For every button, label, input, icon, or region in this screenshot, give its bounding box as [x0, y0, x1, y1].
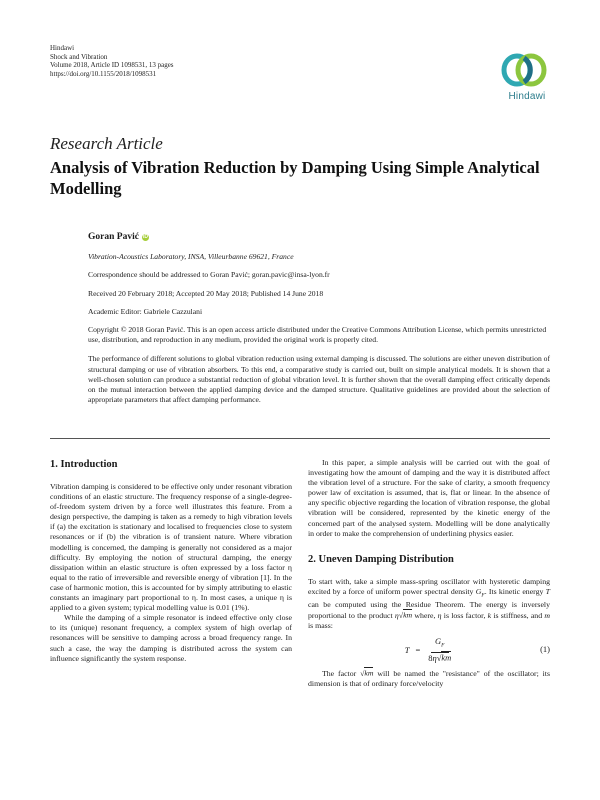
doi-link[interactable]: https://doi.org/10.1155/2018/1098531: [50, 69, 157, 78]
author-line: [88, 232, 550, 242]
left-column: [50, 458, 292, 664]
article-type: Research Article: [50, 134, 163, 153]
right-column: [308, 458, 550, 689]
orcid-icon[interactable]: iD: [142, 233, 148, 240]
academic-editor: Academic Editor: Gabriele Cazzulani: [88, 306, 203, 316]
paragraph: The factor √km will be named the "resistance" of the oscillator; its dimension is that of ordinary force/velocity: [308, 668, 550, 688]
section-divider: [50, 438, 550, 439]
paragraph: Vibration damping is considered to be effective only under resonant vibration conditions of an elastic structure. The frequency response of a single-degree-of-freedom system driven by a force well illustrates this feature. From a design perspective, the damping is taken as a remedy to high vibration levels if (a) the excitation is stationary and localised to frequencies close to system resonances or if (b) the vibration is of transient nature. Where vibration modelling is concerned, the damping is generally not considered as a major difficulty. By employing the notion of structural damping, the energy dissipation within an elastic structure is often expressed by a loss factor η equal to the ratio of irreversible and reversible energy of vibration [1]. In the case of harmonic motion, this is accounted for by simply attributing to elastic constants an imaginary part proportional to η. In most cases, a unique η is applied to a given system; typical modelling value is 0.01 (1%).: [50, 482, 292, 613]
section-heading-uneven-damping: 2. Uneven Damping Distribution: [308, 553, 454, 565]
journal-metadata: [50, 44, 174, 78]
paragraph: In this paper, a simple analysis will be carried out with the goal of investigating how the amount of damping and the way it is distributed affect the vibration level of a structure. For the sake of clarity, a smooth frequency power law of excitation is assumed, that is, flat or linear. In the absence of any specific objective regarding the location of vibration response, the global vibration will be considered, represented by the kinetic energy of the concerned part of the analysed system. Modelling will be done analytically in order to make the comprehension of underlining physics easier.: [308, 458, 550, 538]
equation-1: T = $\frac{G_F}{8\eta√km}$ (1): [404, 635, 550, 663]
journal-name: Shock and Vibration: [50, 52, 108, 61]
abstract: The performance of different solutions to global vibration reduction using external damping is discussed. The solutions are either uneven distribution of structural damping or use of vibration absorbers. To this end, a comparative study is carried out, built on simple analytical models. It is shown that a well-chosen solution can produce a substantial reduction of global vibration level. It is further shown that the overall damping effect critically depends on the mutual interaction between the applied damping device and the damped structure. Qualitative guidelines are provided about the selection of appropriate parameters that affect damping performance.: [88, 354, 550, 405]
correspondence: Correspondence should be addressed to Goran Pavić; goran.pavic@insa-lyon.fr: [88, 270, 330, 280]
copyright-notice: Copyright © 2018 Goran Pavić. This is an open access article distributed under the Creative Commons Attribution License, which permits unrestricted use, distribution, and reproduction in any medium, provided the original work is properly cited.: [88, 325, 547, 345]
front-matter: [88, 232, 550, 405]
publication-dates: Received 20 February 2018; Accepted 20 May 2018; Published 14 June 2018: [88, 288, 324, 298]
paragraph: To start with, take a simple mass-spring oscillator with hysteretic damping excited by a force of uniform power spectral density $G_F$. Its kinetic energy T can be computed using the Residue Theorem. The energy is inversely proportional to the product η√km where, η is loss factor, k is stiffness, and m is mass:: [308, 576, 550, 630]
hindawi-logo-text: Hindawi: [508, 91, 546, 102]
equation-number: (1): [540, 643, 550, 654]
volume-line: Volume 2018, Article ID 1098531, 13 pages: [50, 61, 174, 70]
publisher-name: Hindawi: [50, 44, 75, 52]
author-name[interactable]: Goran Pavić: [88, 232, 139, 242]
article-title: Analysis of Vibration Reduction by Damping Using Simple Analytical Modelling: [50, 158, 540, 198]
section-heading-introduction: 1. Introduction: [50, 459, 118, 470]
affiliation: Vibration-Acoustics Laboratory, INSA, Villeurbanne 69621, France: [88, 252, 294, 262]
paragraph: While the damping of a simple resonator is indeed effective only close to its (unique) resonant frequency, a complex system of high overlap of resonances will be sensitive to damping across a broad frequency range. In such a case, the way the damping is distributed across the system can influence significantly the system response.: [50, 613, 292, 663]
